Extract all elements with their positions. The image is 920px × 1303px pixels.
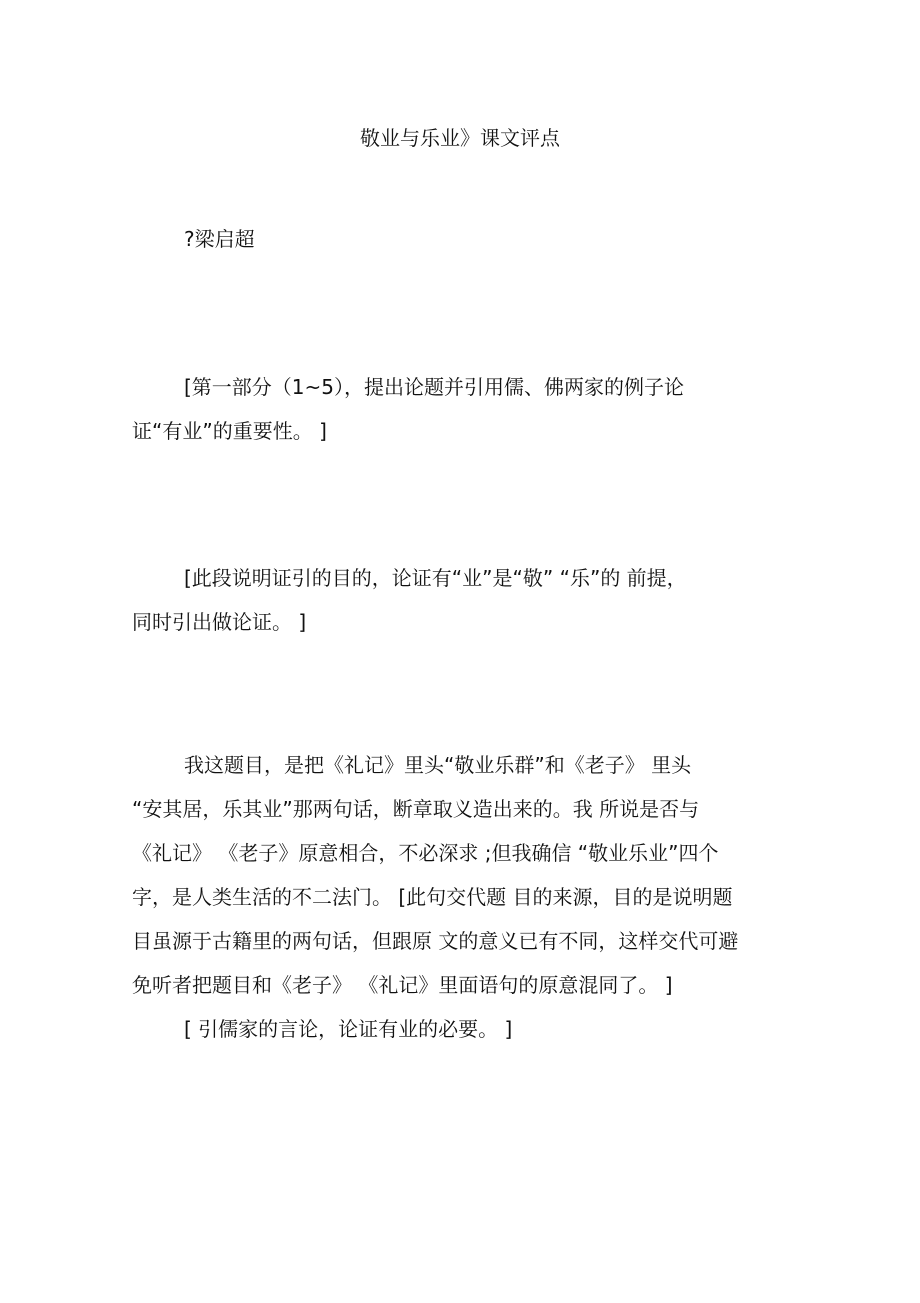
paragraph-line: [ 引儒家的言论，论证有业的必要。 ] xyxy=(184,1017,513,1041)
paragraph-body-text xyxy=(132,743,792,1051)
document-title: 敬业与乐业》课文评点 xyxy=(360,126,560,150)
paragraph-line: 《礼记》 《老子》原意相合，不必深求 ;但我确信 “敬业乐业”四个 xyxy=(132,841,719,865)
paragraph-line: 同时引出做论证。 ] xyxy=(132,610,307,634)
paragraph-annotation xyxy=(132,556,792,644)
paragraph-line: 免听者把题目和《老子》 《礼记》里面语句的原意混同了。 ] xyxy=(132,973,673,997)
document-author: ?梁启超 xyxy=(184,227,255,251)
paragraph-line: [此段说明证引的目的，论证有“业”是“敬” “乐”的 前提， xyxy=(184,566,687,590)
paragraph-line: 我这题目，是把《礼记》里头“敬业乐群”和《老子》 里头 xyxy=(184,753,692,777)
paragraph-line: 证“有业”的重要性。 ] xyxy=(132,419,327,443)
paragraph-line: [第一部分（1~5），提出论题并引用儒、佛两家的例子论 xyxy=(184,375,685,399)
paragraph-line: “安其居，乐其业”那两句话，断章取义造出来的。我 所说是否与 xyxy=(132,797,700,821)
paragraph-line: 字，是人类生活的不二法门。 [此句交代题 目的来源，目的是说明题 xyxy=(132,885,733,909)
paragraph-part-one-summary xyxy=(132,365,792,453)
paragraph-line: 目虽源于古籍里的两句话，但跟原 文的意义已有不同，这样交代可避 xyxy=(132,929,739,953)
